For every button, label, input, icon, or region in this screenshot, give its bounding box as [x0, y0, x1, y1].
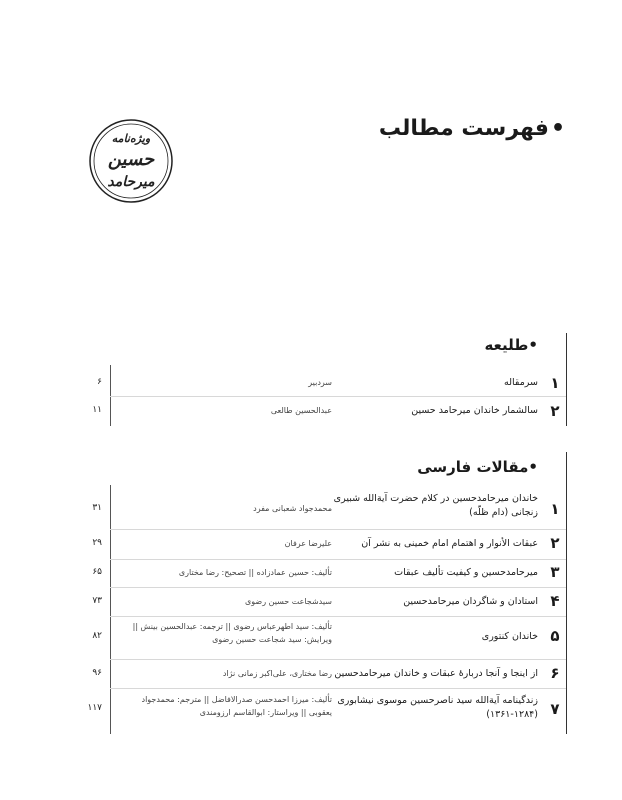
row-divider	[110, 529, 566, 530]
row-divider	[110, 659, 566, 660]
row-title[interactable]: سالشمار خاندان میرحامد حسین	[411, 405, 538, 416]
row-page: ۶	[97, 377, 102, 387]
section-title-text: مقالات فارسی	[417, 458, 529, 476]
row-page: ۳۱	[92, 503, 102, 513]
row-page: ۶۵	[92, 567, 102, 577]
row-page: ۲۹	[92, 538, 102, 548]
row-title[interactable]: میرحامدحسین و کیفیت تألیف عبقات	[394, 567, 538, 578]
row-author: تألیف: میرزا احمدحسن صدرالافاضل || مترجم: محمدجواد یعقوبی || ویراستار: ابوالقاسم ارزومندی	[141, 695, 332, 717]
section-title-text: طلیعه	[484, 336, 529, 354]
row-author: سیدشجاعت حسین رضوی	[245, 597, 332, 606]
row-number: ۳	[550, 563, 560, 581]
row-page: ۱۱۷	[87, 703, 102, 713]
section-title-articles	[417, 458, 538, 476]
row-title[interactable]: خاندان کنتوری	[481, 631, 538, 642]
row-author: تألیف: حسین عمادزاده || تصحیح: رضا مختاری	[178, 568, 332, 577]
row-page: ۷۳	[92, 596, 102, 606]
row-number: ۱	[550, 500, 560, 518]
section-divider-right	[566, 333, 567, 426]
row-title[interactable]: عبقات الأنوار و اهتمام امام خمینی به نشر آن	[361, 538, 538, 549]
section-divider-mid	[110, 485, 111, 734]
magazine-logo	[88, 118, 174, 204]
title-text: فهرست مطالب	[378, 116, 549, 141]
logo-text-3: میرحامد	[107, 174, 155, 190]
row-divider	[110, 587, 566, 588]
page-title	[379, 116, 565, 141]
section-bullet: •	[528, 458, 538, 476]
row-author: سردبیر	[308, 378, 332, 387]
section-title-preface	[484, 336, 538, 354]
row-number: ۱	[550, 374, 560, 392]
row-title[interactable]: زندگینامه آیة‌الله سید ناصرحسین موسوی نیشابوری (۱۲۸۴-۱۳۶۱)	[337, 695, 538, 720]
row-divider	[110, 396, 566, 397]
row-number: ۵	[550, 627, 560, 645]
section-bullet: •	[528, 336, 538, 354]
logo-text-1: ویژه‌نامه	[111, 132, 151, 145]
title-bullet: •	[550, 116, 565, 141]
row-author: رضا مختاری، علی‌اکبر زمانی نژاد	[222, 669, 332, 678]
row-number: ۲	[550, 534, 560, 552]
row-title[interactable]: خاندان میرحامدحسین در کلام حضرت آیة‌الله شبیری زنجانی (دام ظلّه)	[333, 493, 538, 518]
row-divider	[110, 688, 566, 689]
logo-text-2: حسین	[107, 149, 155, 170]
section-divider-right	[566, 452, 567, 734]
row-number: ۶	[550, 664, 560, 682]
row-author: تألیف: سید اطهرعباس رضوی || ترجمه: عبدالحسین بینش || ویرایش: سید شجاعت حسین رضوی	[132, 622, 332, 644]
row-title[interactable]: از اینجا و آنجا دربارهٔ عبقات و خاندان میرحامدحسین	[334, 668, 538, 679]
row-page: ۹۶	[92, 668, 102, 678]
row-title[interactable]: استادان و شاگردان میرحامدحسین	[403, 596, 538, 607]
row-author: محمدجواد شعبانی مفرد	[253, 504, 332, 513]
row-number: ۲	[550, 402, 560, 420]
row-number: ۷	[550, 700, 560, 718]
row-author: عبدالحسین طالعی	[270, 406, 332, 415]
row-page: ۸۲	[92, 631, 102, 641]
row-divider	[110, 616, 566, 617]
row-divider	[110, 559, 566, 560]
row-page: ۱۱	[92, 405, 102, 415]
row-number: ۴	[550, 592, 560, 610]
row-title[interactable]: سرمقاله	[504, 377, 538, 388]
row-author: علیرضا عرفان	[284, 539, 332, 548]
